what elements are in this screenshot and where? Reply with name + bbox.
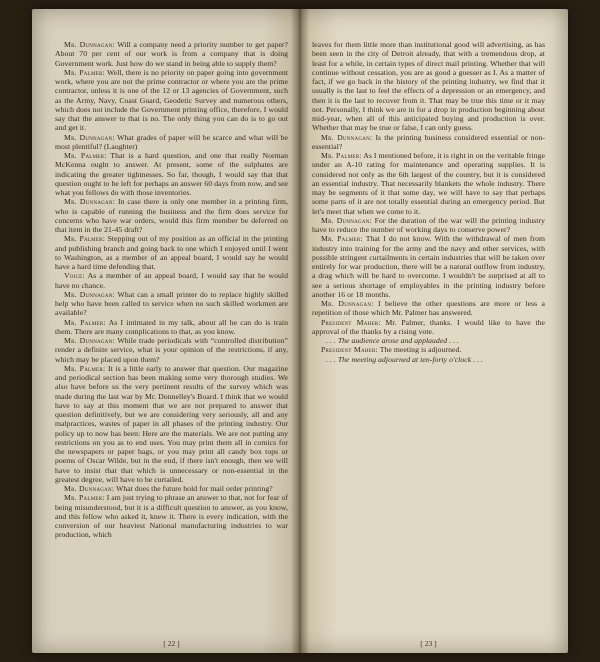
transcript-paragraph: President Maher: Mr. Palmer, thanks. I would like to have the approval of the thanks by a rising vote. — [312, 317, 545, 336]
transcript-paragraph: Mr. Palmer: Stepping out of my position as an official in the printing and publishing branch and going back to one which I enjoyed until I went to Washington, as a member of an appeal board, I would say he would have a hard time defending that. — [55, 234, 288, 271]
stage-direction: . . . The audience arose and applauded . . . — [326, 336, 460, 345]
transcript-paragraph: Mr. Dunnagan: For the duration of the war will the printing industry have to reduce the number of working days to conserve power? — [312, 215, 545, 234]
page-number-23: [ 23 ] — [420, 639, 437, 648]
speaker-name: Mr. Dunnagan: — [321, 215, 372, 225]
speaker-name: Mr. Dunnagan: — [321, 132, 373, 142]
speaker-name: Voice: — [64, 271, 85, 281]
speaker-name: Mr. Dunnagan: — [64, 40, 115, 49]
transcript-paragraph: Mr. Dunnagan: What does the future hold for mail order printing? — [64, 484, 273, 493]
speaker-name: Mr. Dunnagan: — [64, 484, 115, 493]
transcript-paragraph: Mr. Palmer: As I mentioned before, it is right in on the veritable fringe under an A-10 rating for maintenance and operating supplies. It is considered not only as the 6th largest of the country, but it is considered an essential industry. That necessarily blankets the whole industry. There may be segments of it that some day, we will have to say that perhaps some parts of it are not totally essential during an emergency period. But let's meet that when we come to it. — [312, 151, 545, 216]
transcript-paragraph: Mr. Palmer: That is a hard question, and one that really Norman McKenna ought to answer. At present, some of the sulphates are indicating the greater tightnesses. So far, though, I would say that that question ought to be left for perhaps an answer 60 days from now, and see what you fellows do with those inventories. — [55, 151, 288, 197]
page-22-text-column — [55, 40, 288, 635]
speaker-name: Mr. Palmer: — [64, 363, 106, 373]
speaker-name: Mr. Palmer: — [321, 234, 363, 244]
transcript-paragraph: Voice: As a member of an appeal board, I would say that he would have no chance. — [55, 271, 288, 290]
speaker-name: Mr. Palmer: — [64, 493, 105, 503]
transcript-paragraph: Mr. Dunnagan: What can a small printer do to replace highly skilled help who have been called to service when no such skilled workmen are available? — [55, 289, 288, 318]
transcript-paragraph: President Maher: The meeting is adjourned. — [321, 345, 462, 355]
book-spread — [32, 9, 568, 653]
speaker-name: Mr. Palmer: — [64, 67, 105, 77]
transcript-paragraph: Mr. Dunnagan: Is the printing business considered essential or non-essential? — [312, 132, 545, 151]
transcript-paragraph: Mr. Dunnagan: Will a company need a priority number to get paper? About 70 per cent of our work is from a company that is doing Government work. Just how do we stand in being able to supply them? — [55, 40, 288, 68]
page-right — [300, 9, 568, 653]
speaker-name: Mr. Dunnagan: — [64, 197, 116, 207]
speaker-name: Mr. Palmer: — [321, 151, 362, 160]
stage-direction: . . . The meeting adjourned at ten-forty o'clock . . . — [326, 354, 483, 364]
page-23-text-column — [312, 40, 545, 635]
speaker-name: Mr. Palmer: — [64, 317, 106, 327]
page-left — [32, 9, 300, 653]
transcript-paragraph: leaves for them little more than institutional good will advertising, as has been seen in the city of Detroit already, that with a tremendous drop, at least for a while, in certain types of direct mail printing. Whether that will continue without cessation, you are as good a guesser as I. As a matter of fact, if we go back in the history of the printing industry, we find that it usually is the last to feel the effects of a depression or an emergency, and then it is the last to recover from it. That may be true this time or it may not. Personally, I think we are in for a drop in production beginning about mid-year, when all of this anticipated buying and production is over. Whether that may be true or false, I can only guess. — [312, 40, 545, 133]
speaker-name: Mr. Palmer: — [64, 234, 106, 244]
speaker-name: Mr. Dunnagan: — [64, 132, 115, 142]
transcript-paragraph: Mr. Dunnagan: I believe the other questions are more or less a repetition of those which Mr. Palmer has answered. — [312, 299, 545, 318]
page-number-22: [ 22 ] — [163, 639, 180, 648]
transcript-paragraph: Mr. Palmer: Well, there is no priority on paper going into government work, where you are not the prime contractor or where you are the prime contractor, unless it is one of the 12 or 13 agencies of Government, such as the Army, Navy, Coast Guard, Geodetic Survey and numerous others, which does not include the Government printing office, therefore, I would say that the answer to that is no. The only thing you can do is to go out and get it. — [55, 67, 288, 133]
transcript-paragraph: Mr. Dunnagan: What grades of paper will be scarce and what will be most plentiful? (Laughter) — [55, 132, 288, 151]
speaker-name: President Maher: — [321, 345, 378, 355]
transcript-paragraph: Mr. Palmer: It is a little early to answer that question. Our magazine and periodical section has been making some very thorough studies. We also have before us the very pertinent results of the survey which was made during the last war by Mr. Donnelley's Board. I think that we would have to say at this moment that we are not prepared to answer that question definitively, but we are considering very seriously, all and any malpractices, wastes of paper in all phases of the printing industry. Our policy up to now has been: Here are the materials. We are not putting any restrictions on you as to end uses. You may print them all in comics for the newspapers or paper bags, or you may print all candy box tops or poems of Oscar Wilde, but in the end, if there isn't enough, then we will have to insist that that which is unnecessary or non-essential in the greatest degree, will have to be curtailed. — [55, 363, 288, 484]
transcript-paragraph: Mr. Palmer: I am just trying to phrase an answer to that, not for fear of being misunderstood, but it is a difficult question to answer, as you know, and this fellow who asked it, knew it. There is every indication, with the conversion of our heaviest National manufacturing industries to war production, which — [55, 493, 288, 540]
transcript-paragraph: Mr. Dunnagan: While trade periodicals with “controlled distribution” render a definite service, what is your opinion of the restrictions, if any, which may be placed upon them? — [55, 336, 288, 364]
speaker-name: Mr. Dunnagan: — [64, 336, 115, 345]
speaker-name: Mr. Palmer: — [64, 151, 107, 160]
speaker-name: President Maher: — [321, 317, 381, 327]
transcript-paragraph: Mr. Palmer: That I do not know. With the withdrawal of men from industry into training for the army and the navy and other services, with possible stringent curtailments in certain industries that will be taken over entirely for war production, there will be a natural outflow from industry, a drag which will be hard to overcome. I wouldn't be surprised at all to see a serious shortage of employables in the printing industry before another 16 or 18 months. — [312, 234, 545, 299]
speaker-name: Mr. Dunnagan: — [64, 289, 115, 299]
transcript-paragraph: Mr. Palmer: As I intimated in my talk, about all he can do is train them. There are many complications to that, as you know. — [55, 317, 288, 336]
speaker-name: Mr. Dunnagan: — [321, 299, 374, 308]
transcript-paragraph: Mr. Dunnagan: In case there is only one member in a printing firm, who is capable of running the business and the firm does service for concerns who have war orders, would this firm member be deferred on that item in the 21-45 draft? — [55, 197, 288, 234]
